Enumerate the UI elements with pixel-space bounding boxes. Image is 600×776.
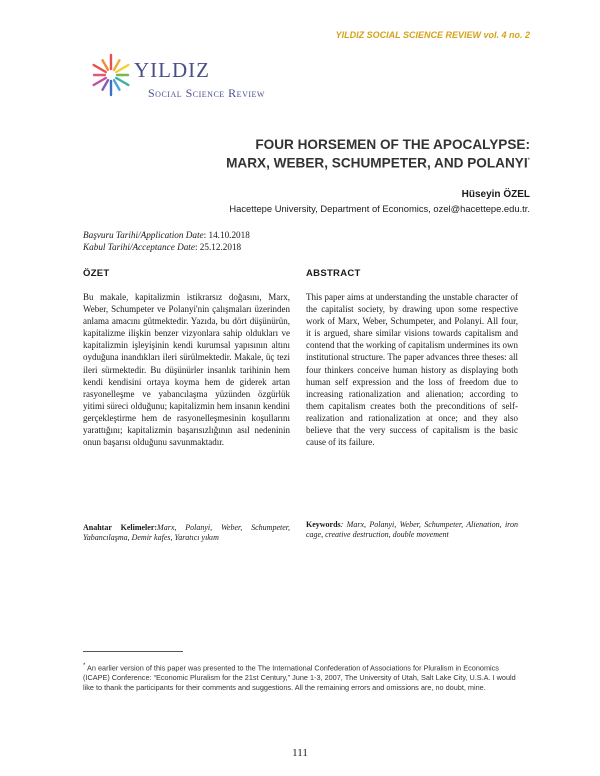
star-logo-icon — [88, 52, 134, 98]
acceptance-date — [83, 241, 250, 253]
page-number: 111 — [292, 747, 308, 759]
acceptance-date-value: : 25.12.2018 — [194, 242, 242, 252]
application-date — [83, 229, 250, 241]
ozet-keywords-value: Marx, Polanyi, Weber, Schumpeter, Yabancılaşma, Demir kafes, Yaratıcı yıkım — [83, 523, 290, 542]
abstract-keywords — [306, 520, 518, 540]
ozet-text: Bu makale, kapitalizmin istikrarsız doğasını, Marx, Weber, Schumpeter ve Polanyi'nin çalışmaları üzerinden anlama amacını gütmektedir. Yazıda, bu dört düşünürün, kapitalizme ilişkin benzer vizyonlara sahip oldukları ve kapitalizmin işleyişinin kendi kurumsal yapısının altını oyduğuna inandıkları ileri sürülmektedir. Makale, üç tezi ileri sürmektedir. Bu düşünürler insanlık tarihinin hem kendi kendisini ortaya koyma hem de giderek artan rasyonelleşme ve yabancılaşma yüzünden özgürlük yitimi süreci olduğunu; kapitalizmin hem insanın kendini gerçekleştirme hem de rasyonelleşmesinin koşullarını yarattığını; kapitalizmin başarısızlığının asıl nedeninin onun başarısı olduğunu savunmaktadır. — [83, 292, 290, 448]
title-line-2-text: MARX, WEBER, SCHUMPETER, AND POLANYI — [226, 155, 528, 171]
logo-subtitle: Social Science Review — [148, 86, 265, 100]
abstract-heading: ABSTRACT — [306, 268, 361, 279]
author-name: Hüseyin ÖZEL — [461, 189, 530, 200]
abstract-keywords-label: Keywords — [306, 520, 341, 529]
submission-dates — [83, 229, 250, 253]
abstract-text: This paper aims at understanding the unstable character of the capitalist society, by drawing upon some respective work of Marx, Weber, Schumpeter, and Polanyi. All four, it is argued, share similar visions towards capitalism and contend that the working of capitalism undermines its own institutional structure. The paper advances three theses: all four thinkers conceive human history as displaying both human self expression and the loss of freedom due to increasing rationalization and alienation; according to them capitalism creates both the preconditions of self-realization and rationalization at once; and they also believe that the very success of capitalism is the basic cause of its failure. — [306, 292, 518, 448]
abstract-keywords-value: : Marx, Polanyi, Weber, Schumpeter, Alienation, iron cage, creative destruction, double movement — [306, 520, 518, 539]
application-date-label: Başvuru Tarihi/Application Date — [83, 230, 204, 240]
ozet-keywords — [83, 523, 290, 543]
logo-name: YILDIZ — [134, 58, 210, 82]
acceptance-date-label: Kabul Tarihi/Acceptance Date — [83, 242, 195, 252]
author-affiliation: Hacettepe University, Department of Economics, ozel@hacettepe.edu.tr. — [229, 203, 530, 214]
ozet-keywords-label: Anahtar Kelimeler: — [83, 523, 158, 532]
footnote-mark: * — [83, 662, 86, 669]
article-title — [0, 136, 530, 172]
ozet-heading: ÖZET — [83, 268, 110, 279]
footnote-text: An earlier version of this paper was presented to the The International Confederation of Associations for Pluralism in Economics (ICAPE) Conference: “Economic Pluralism for the 21st Century,” June 1-3, 2007, The University of Utah, Salt Lake City, U.S.A. I would like to thank the participants for their comments and suggestions. All the remaining errors and omissions are, no doubt, mine. — [83, 663, 516, 693]
title-footnote-mark: * — [527, 158, 530, 164]
journal-header: YILDIZ SOCIAL SCIENCE REVIEW vol. 4 no. 2 — [335, 30, 530, 40]
journal-logo — [88, 52, 308, 104]
title-line-1: FOUR HORSEMEN OF THE APOCALYPSE: — [255, 137, 530, 152]
footnote-rule — [83, 651, 183, 652]
application-date-value: : 14.10.2018 — [203, 230, 250, 240]
footnote — [83, 661, 523, 693]
title-line-2 — [0, 153, 530, 172]
